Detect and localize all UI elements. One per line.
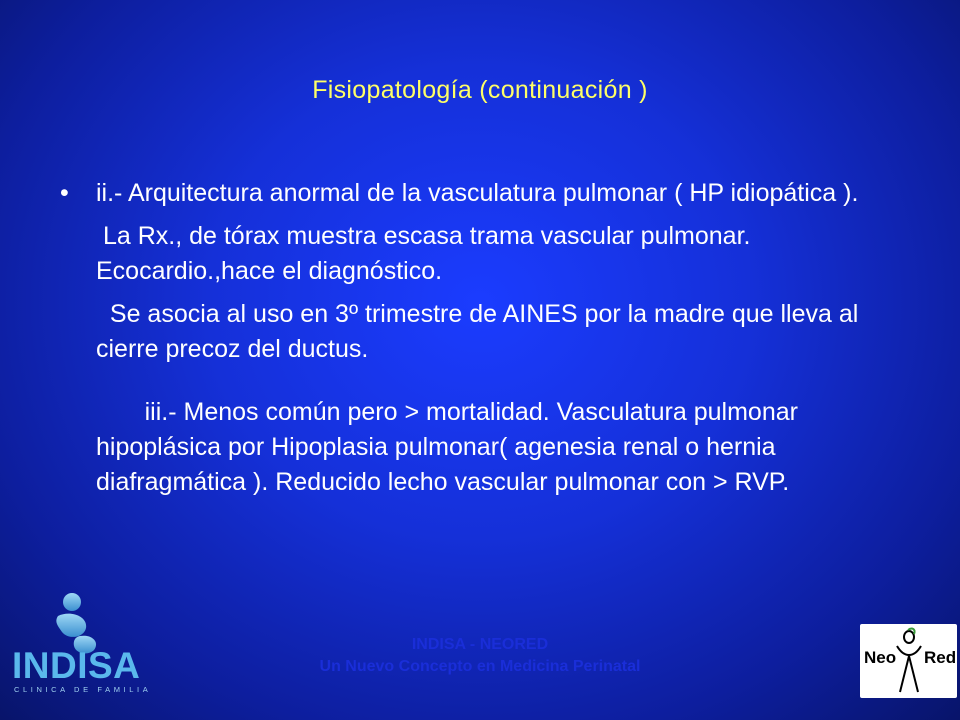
neored-logo-left-word: Neo: [864, 648, 897, 667]
neored-figure-icon: [894, 626, 924, 696]
slide-title: Fisiopatología (continuación ): [312, 76, 648, 104]
neored-logo-right-word: Red: [924, 648, 957, 667]
paragraph-aines: Se asocia al uso en 3º trimestre de AINES por la madre que lleva al cierre precoz del ductus.: [96, 300, 866, 363]
neored-logo: [860, 624, 957, 698]
paragraph-rx: La Rx., de tórax muestra escasa trama vascular pulmonar. Ecocardio.,hace el diagnóstico.: [96, 222, 758, 285]
bullet-text: ii.- Arquitectura anormal de la vasculatura pulmonar ( HP idiopática ).: [96, 179, 859, 207]
bullet-item: [60, 176, 920, 211]
slide-body: [60, 176, 920, 500]
indisa-logo-name: INDISA: [12, 645, 141, 686]
paragraph-iii: iii.- Menos común pero > mortalidad. Vasculatura pulmonar hipoplásica por Hipoplasia pulmonar( agenesia renal o hernia diafragmática ). Reducido lecho vascular pulmonar con > RVP.: [96, 398, 805, 496]
bullet-marker: •: [60, 179, 69, 207]
footer-line-2: Un Nuevo Concepto en Medicina Perinatal: [319, 658, 641, 675]
footer-line-1: INDISA - NEORED: [411, 636, 549, 653]
indisa-logo-tagline: CLINICA DE FAMILIA: [14, 685, 152, 694]
indisa-logo: [8, 586, 158, 696]
